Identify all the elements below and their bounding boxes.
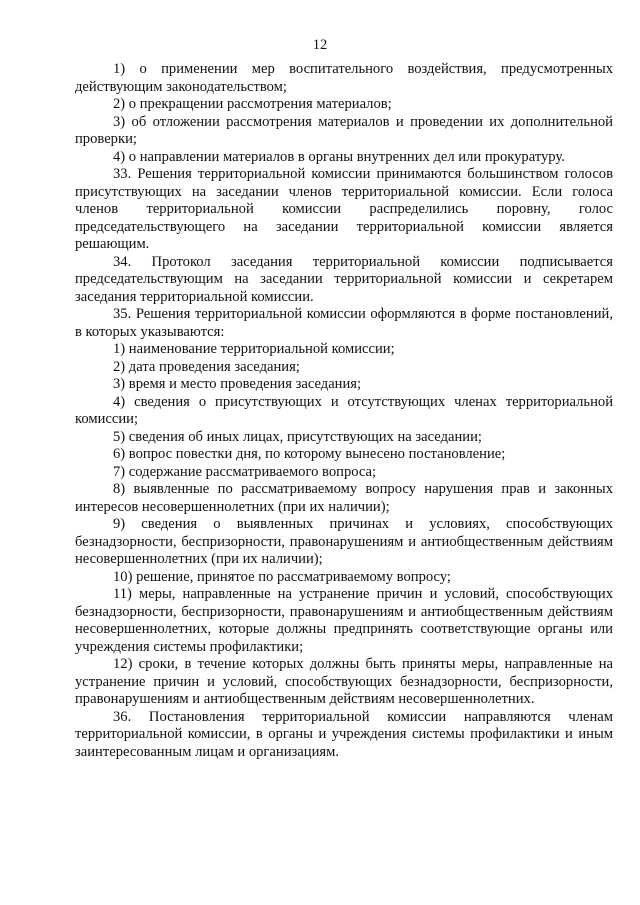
paragraph: 1) наименование территориальной комиссии; xyxy=(113,341,395,357)
document-body xyxy=(75,61,613,761)
paragraph: 7) содержание рассматриваемого вопроса; xyxy=(113,463,377,480)
paragraph: 35. Решения территориальной комиссии оформляются в форме постановлений, в которых указываются: xyxy=(75,306,613,340)
paragraph: 4) о направлении материалов в органы внутренних дел или прокуратуру. xyxy=(113,148,565,165)
paragraph: 8) выявленные по рассматриваемому вопросу нарушения прав и законных интересов несовершеннолетних (при их наличии); xyxy=(75,481,613,515)
paragraph: 11) меры, направленные на устранение причин и условий, способствующих безнадзорности, беспризорности, правонарушениям и антиобщественным действиям несовершеннолетних, которые должны предпринять соответствующие органы или учреждения системы профилактики; xyxy=(75,586,613,655)
paragraph: 3) об отложении рассмотрения материалов и проведении их дополнительной проверки; xyxy=(75,113,613,147)
paragraph: 6) вопрос повестки дня, по которому вынесено постановление; xyxy=(113,446,506,462)
paragraph: 12) сроки, в течение которых должны быть приняты меры, направленные на устранение причин и условий, способствующих безнадзорности, беспризорности, правонарушениям и антиобщественным действиям несовершеннолетних. xyxy=(75,656,613,707)
paragraph: 2) о прекращении рассмотрения материалов; xyxy=(113,96,392,112)
paragraph: 33. Решения территориальной комиссии принимаются большинством голосов присутствующих на заседании членов территориальной комиссии. Если голоса членов территориальной комиссии распределились поровну, голос председательствующего на заседании территориальной комиссии является решающим. xyxy=(75,166,613,252)
paragraph: 9) сведения о выявленных причинах и условиях, способствующих безнадзорности, беспризорности, правонарушениям и антиобщественным действиям несовершеннолетних (при их наличии); xyxy=(75,516,613,567)
paragraph: 10) решение, принятое по рассматриваемому вопросу; xyxy=(113,568,451,585)
paragraph: 5) сведения об иных лицах, присутствующих на заседании; xyxy=(113,428,482,445)
paragraph: 3) время и место проведения заседания; xyxy=(113,376,362,392)
paragraph: 4) сведения о присутствующих и отсутствующих членах территориальной комиссии; xyxy=(75,393,613,427)
page-number: 12 xyxy=(312,37,328,53)
paragraph: 1) о применении мер воспитательного воздействия, предусмотренных действующим законодательством; xyxy=(75,61,613,95)
paragraph: 34. Протокол заседания территориальной комиссии подписывается председательствующим на заседании территориальной комиссии и секретарем заседания территориальной комиссии. xyxy=(75,253,613,305)
paragraph: 2) дата проведения заседания; xyxy=(113,358,300,375)
paragraph: 36. Постановления территориальной комиссии направляются членам территориальной комиссии, в органы и учреждения системы профилактики и иным заинтересованным лицам и организациям. xyxy=(75,708,613,760)
